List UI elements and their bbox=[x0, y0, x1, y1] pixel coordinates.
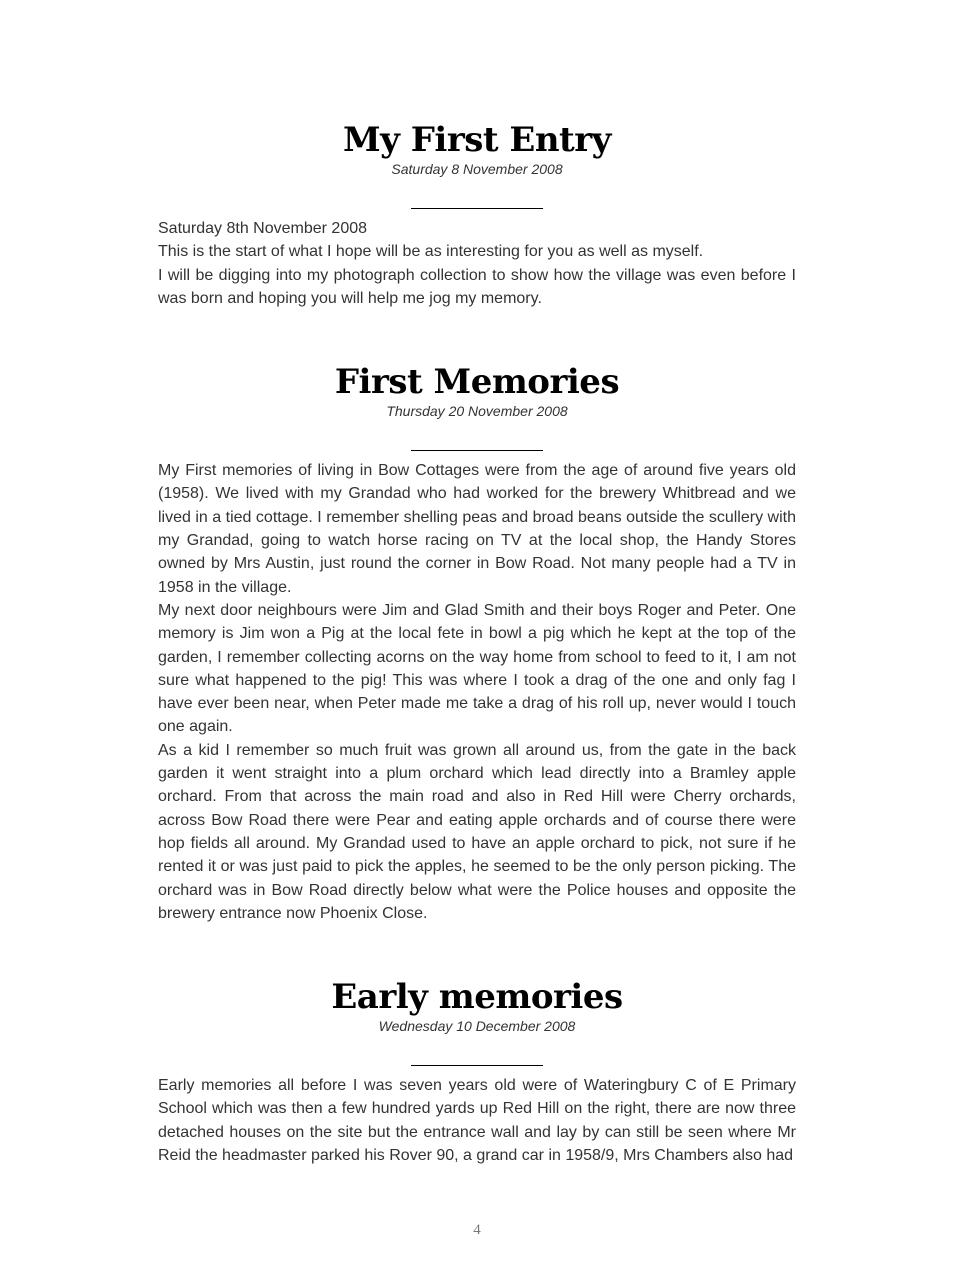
entry-divider bbox=[411, 1065, 543, 1066]
entry-divider bbox=[411, 450, 543, 451]
entry-paragraph: My First memories of living in Bow Cottages were from the age of around five years old (1958). We lived with my Grandad who had worked for the brewery Whitbread and we lived in a tied cottage. I remember shelling peas and broad beans outside the scullery with my Grandad, going to watch horse racing on TV at the local shop, the Handy Stores owned by Mrs Austin, just round the corner in Bow Road. Not many people had a TV in 1958 in the village. bbox=[158, 462, 796, 596]
entry-date: Thursday 20 November 2008 bbox=[386, 403, 568, 420]
entry-paragraph: Early memories all before I was seven years old were of Wateringbury C of E Primary School which was then a few hundred yards up Red Hill on the right, there are now three detached houses on the site but the entrance wall and lay by can still be seen where Mr Reid the headmaster parked his Rover 90, a grand car in 1958/9, Mrs Chambers also had bbox=[158, 1077, 796, 1165]
entry-first-memories bbox=[158, 362, 796, 925]
entry-paragraph: My next door neighbours were Jim and Glad Smith and their boys Roger and Peter. One memory is Jim won a Pig at the local fete in bowl a pig which he kept at the top of the garden, I remember collecting acorns on the way home from school to feed to it, I am not sure what happened to the pig! This was where I took a drag of the one and only fag I have ever been near, when Peter made me take a drag of his roll up, never would I touch one again. bbox=[158, 601, 796, 736]
entry-paragraph: Saturday 8th November 2008 bbox=[158, 220, 368, 237]
page-number: 4 bbox=[473, 1222, 481, 1238]
entry-paragraph: This is the start of what I hope will be as interesting for you as well as myself. bbox=[158, 243, 704, 261]
entry-date: Wednesday 10 December 2008 bbox=[378, 1018, 576, 1035]
entry-title: My First Entry bbox=[343, 120, 611, 160]
entry-early-memories bbox=[158, 977, 796, 1167]
entry-paragraph: As a kid I remember so much fruit was grown all around us, from the gate in the back garden it went straight into a plum orchard which lead directly into a Bramley apple orchard. From that across the main road and also in Red Hill were Cherry orchards, across Bow Road there were Pear and eating apple orchards and of course there were hop fields all around. My Grandad used to have an apple orchard to pick, not sure if he rented it or was just paid to pick the apples, he seemed to be the only person picking. The orchard was in Bow Road directly below what were the Police houses and opposite the brewery entrance now Phoenix Close. bbox=[158, 741, 796, 922]
entry-title: Early memories bbox=[331, 977, 623, 1018]
entry-my-first-entry bbox=[158, 120, 796, 310]
entry-paragraph: I will be digging into my photograph collection to show how the village was even before I was born and hoping you will help me jog my memory. bbox=[158, 266, 796, 307]
entry-divider bbox=[411, 208, 543, 209]
entry-title: First Memories bbox=[334, 362, 620, 403]
blog-page bbox=[158, 120, 796, 1167]
entry-date: Saturday 8 November 2008 bbox=[391, 161, 563, 177]
